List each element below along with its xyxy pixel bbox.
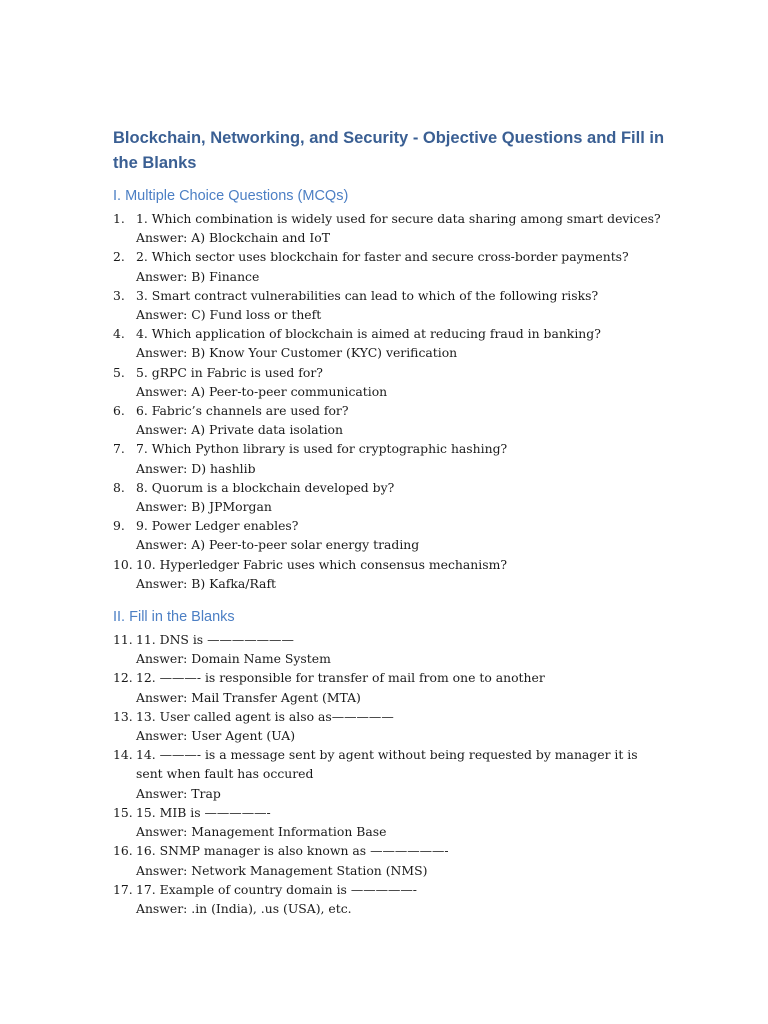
- list-item: [113, 880, 668, 918]
- question-text: 2. Which sector uses blockchain for faster and secure cross-border payments?: [136, 249, 629, 265]
- item-number: 9.: [113, 518, 125, 534]
- list-item: [113, 555, 668, 593]
- item-number: 3.: [113, 287, 125, 303]
- list-item: [113, 516, 668, 554]
- list-item: [113, 745, 668, 803]
- question-text: 7. Which Python library is used for cryptographic hashing?: [136, 441, 508, 457]
- question-text: 15. MIB is —————-: [136, 804, 271, 820]
- list-item: [113, 841, 668, 879]
- item-number: 1.: [113, 211, 125, 226]
- answer-text: Answer: Mail Transfer Agent (MTA): [136, 689, 361, 705]
- question-text: 12. ———- is responsible for transfer of mail from one to another: [136, 670, 545, 686]
- answer-text: Answer: Trap: [136, 785, 221, 801]
- list-item: [113, 668, 668, 706]
- list-item: [113, 478, 668, 516]
- answer-text: Answer: A) Peer-to-peer communication: [136, 383, 388, 399]
- answer-text: Answer: A) Private data isolation: [136, 422, 343, 438]
- item-number: 2.: [113, 249, 125, 265]
- answer-text: Answer: User Agent (UA): [136, 728, 296, 744]
- question-text: 9. Power Ledger enables?: [136, 518, 299, 534]
- item-number: 15.: [113, 804, 133, 820]
- answer-text: Answer: Management Information Base: [136, 824, 387, 840]
- list-item: [113, 401, 668, 439]
- item-number: 5.: [113, 364, 125, 380]
- list-item: [113, 630, 668, 668]
- answer-text: Answer: B) Kafka/Raft: [136, 575, 277, 591]
- mcq-list: [113, 209, 668, 593]
- fill-blanks-list: [113, 630, 668, 918]
- question-text: 11. DNS is ———————: [136, 632, 294, 648]
- item-number: 6.: [113, 403, 125, 419]
- item-number: 16.: [113, 843, 133, 859]
- list-item: [113, 247, 668, 285]
- item-number: 12.: [113, 670, 133, 686]
- item-number: 13.: [113, 708, 133, 724]
- list-item: [113, 363, 668, 401]
- section-heading-mcq: I. Multiple Choice Questions (MCQs): [113, 188, 349, 204]
- question-text: 8. Quorum is a blockchain developed by?: [136, 479, 395, 495]
- item-number: 10.: [113, 556, 133, 572]
- answer-text: Answer: D) hashlib: [136, 460, 256, 476]
- answer-text: Answer: C) Fund loss or theft: [136, 307, 322, 323]
- answer-text: Answer: B) Know Your Customer (KYC) verification: [136, 345, 458, 361]
- question-text: 13. User called agent is also as—————: [136, 708, 394, 724]
- list-item: [113, 803, 668, 841]
- question-text: 6. Fabric’s channels are used for?: [136, 403, 349, 419]
- question-text: 4. Which application of blockchain is aimed at reducing fraud in banking?: [136, 326, 601, 342]
- question-text: 1. Which combination is widely used for secure data sharing among smart devices?: [136, 211, 661, 226]
- question-text: 5. gRPC in Fabric is used for?: [136, 364, 323, 380]
- item-number: 17.: [113, 881, 133, 897]
- question-text: 14. ———- is a message sent by agent without being requested by manager it is sent when fault has occured: [136, 747, 638, 782]
- document-title: Blockchain, Networking, and Security - Objective Questions and Fill in the Blanks: [113, 129, 665, 172]
- item-number: 7.: [113, 441, 125, 457]
- item-number: 11.: [113, 632, 133, 648]
- answer-text: Answer: Network Management Station (NMS): [136, 862, 428, 878]
- question-text: 10. Hyperledger Fabric uses which consensus mechanism?: [136, 556, 507, 572]
- answer-text: Answer: A) Peer-to-peer solar energy trading: [136, 537, 420, 553]
- list-item: [113, 209, 668, 247]
- answer-text: Answer: .in (India), .us (USA), etc.: [136, 900, 352, 916]
- answer-text: Answer: B) JPMorgan: [136, 499, 272, 515]
- answer-text: Answer: B) Finance: [136, 268, 260, 284]
- item-number: 14.: [113, 747, 133, 763]
- question-text: 17. Example of country domain is —————-: [136, 881, 417, 897]
- section-heading-fill-blanks: II. Fill in the Blanks: [113, 609, 235, 626]
- answer-text: Answer: Domain Name System: [136, 651, 331, 667]
- item-number: 8.: [113, 479, 125, 495]
- question-text: 16. SNMP manager is also known as ——————-: [136, 843, 449, 859]
- list-item: [113, 439, 668, 477]
- list-item: [113, 286, 668, 324]
- list-item: [113, 707, 668, 745]
- item-number: 4.: [113, 326, 125, 342]
- question-text: 3. Smart contract vulnerabilities can lead to which of the following risks?: [136, 287, 599, 303]
- list-item: [113, 324, 668, 362]
- answer-text: Answer: A) Blockchain and IoT: [136, 230, 331, 246]
